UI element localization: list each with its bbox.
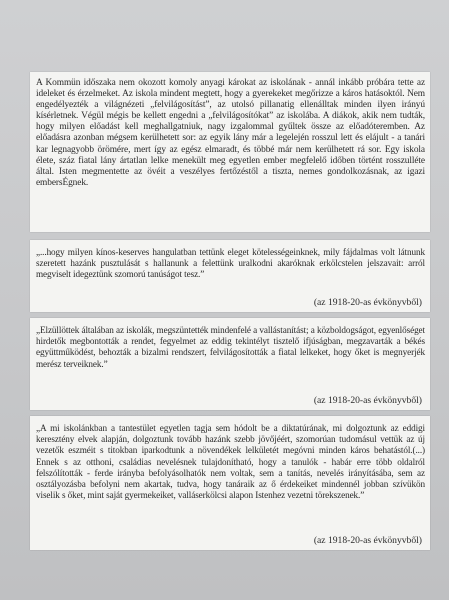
quote-block-1 [30,240,430,312]
quote-text: „Elzüllöttek általában az iskolák, megszüntették mindenfelé a vallástanítást; a közboldogságot, egyenlőséget hirdetők megbontották a rendet, fegyelmet az eddig tekintélyt tisztelő ifjúságban, megzavarták a békés együttműködést, behozták a bizalmi rendszert, felvilágosították a fiatal lelkeket, hogy őket is megnyerjék merész terveiknek.” [36,325,425,369]
intro-text-block [30,72,430,232]
quote-block-3 [30,416,430,550]
quote-source: (az 1918-20-as évkönyvből) [313,395,422,406]
quote-text: „A mi iskolánkban a tantestület egyetlen tagja sem hódolt be a diktatúrának, mi dolgoztunk az eddigi keresztény elvek alapján, dolgoztunk tovább hazánk szebb jövőjéért, szomorúan tudomásul vettük az új vezetők eszméit s titokban iparkodtunk a növendékek lelkületét megóvni minden káros behatástól.(...) Ennek s az otthoni, családias nevelésnek tulajdonítható, hogy a tanulók - habár erre több oldalról felszólították - ferde irányba befolyásolhatók nem voltak, sem a tanítás, nevelés irányításába, sem az osztályozásba befolyni nem akartak, tudva, hogy tanáraik az ő érdekeiket mindennél jobban szívükön viselik s őket, mint saját gyermekeiket, valláserkölcsi alapon Istenhez vezetni törekszenek.” [36,423,425,501]
quote-block-2 [30,318,430,410]
quote-source: (az 1918-20-as évkönyvből) [313,297,422,308]
quote-text: „...hogy milyen kínos-keserves hangulatban tettünk eleget kötelességeinknek, mily fájdalmas volt látnunk szeretett hazánk pusztulását s hallanunk a felettünk uralkodni akaróknak erkölcstelen jelszavait: arról megviselt idegeztünk szomorú tanúságot tesz.” [36,247,425,280]
intro-paragraph: A Kommün időszaka nem okozott komoly anyagi károkat az iskolának - annál inkább próbára tette az ideleket és érzelmeket. Az iskola mindent megtett, hogy a gyerekeket megőrizze a káros hatásoktól. Nem engedélyezték a világnézeti „felvilágosítást”, az utolsó pillanatig ellenálltak minden ilyen irányú kísérletnek. Végül mégis be kellett engedni a „felvilágosítókat” az iskolába. A diákok, akik nem tudták, hogy milyen előadást kell meghallgatniuk, nagy izgalommal gyűltek össze az előadóteremben. Az előadásra azonban mégsem kerülhetett sor: az egyik lány már a legelején rosszul lett és elájult - a tanári kar legnagyobb örömére, mert így az egész elmaradt, és többé már nem kerülhetett rá sor. Egy iskola élete, száz fiatal lány ártatlan lelke menekült meg egyetlen ember megfelelő időben történt rosszulléte által. Isten megmentette az övéit a veszélyes fertőzéstől a tiszta, nemes gondolkozásnak, az igazi embersÉgnek. [36,78,425,188]
quote-source: (az 1918-20-as évkönyvből) [313,535,422,546]
